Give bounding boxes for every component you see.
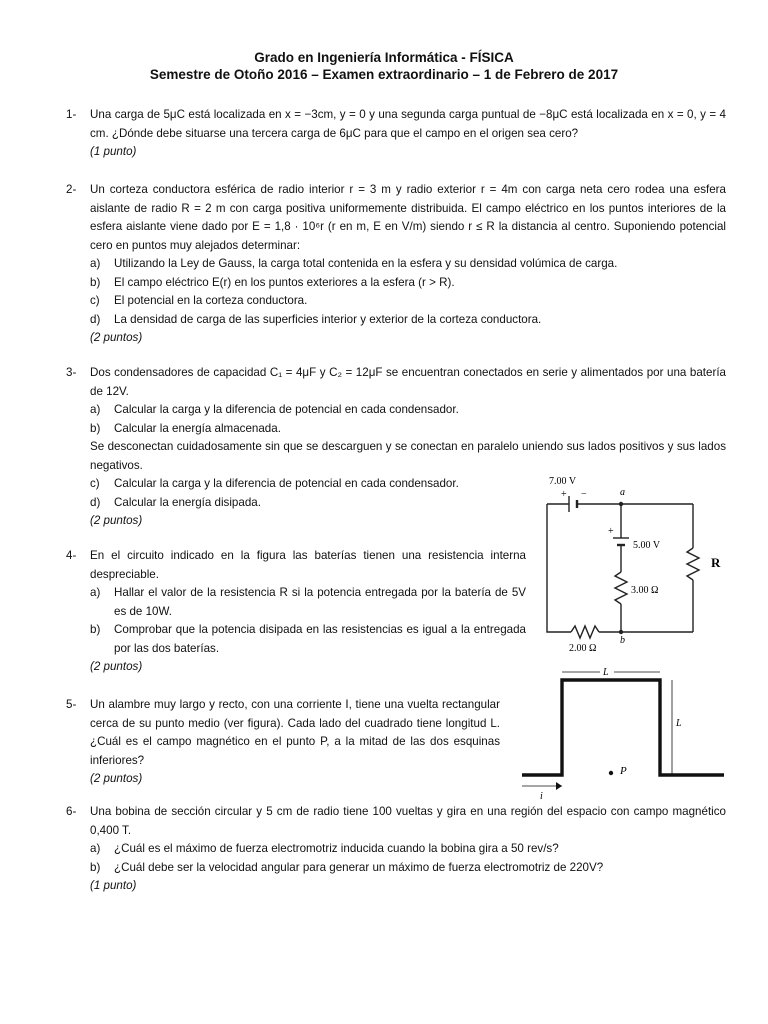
- resistor-R-label: R: [711, 555, 721, 570]
- sub-item-label: d): [90, 495, 101, 509]
- exam-title: Grado en Ingeniería Informática - FÍSICA: [254, 50, 514, 65]
- minus-sign: −: [581, 489, 587, 500]
- sub-item: [90, 621, 526, 658]
- question-points: (2 puntos): [90, 660, 143, 673]
- current-arrow-icon: [556, 782, 562, 790]
- resistor-R: [687, 548, 699, 580]
- sub-item: [90, 859, 726, 878]
- question-text: Una carga de 5μC está localizada en x = −3cm, y = 0 y una segunda carga puntual de −8μC está localizada en x = 0, y = 4 cm. ¿Dónde debe situarse una tercera carga de 6μC para que el campo en el origen sea cero?: [90, 108, 726, 140]
- sub-item: [90, 311, 726, 330]
- question-points: (2 puntos): [90, 514, 143, 527]
- question-text: Un alambre muy largo y recto, con una corriente I, tiene una vuelta rectangular cerca de su punto medio (ver figura). Cada lado del cuadrado tiene longitud L. ¿Cuál es el campo magnético en el punto P, a la mitad de las dos esquinas inferiores?: [90, 698, 500, 767]
- sub-item-label: d): [90, 312, 101, 326]
- question-number: 5-: [66, 698, 77, 711]
- question-text: Una bobina de sección circular y 5 cm de radio tiene 100 vueltas y gira en una región del espacio con campo magnético 0,400 T.: [90, 805, 726, 837]
- question-number: 1-: [66, 108, 77, 121]
- sub-item: [90, 840, 726, 859]
- sub-item-label: b): [90, 623, 101, 636]
- sub-item-text: Calcular la energía almacenada.: [114, 421, 281, 435]
- sub-item-text: ¿Cuál es el máximo de fuerza electromotriz inducida cuando la bobina gira a 50 rev/s?: [114, 842, 559, 855]
- sub-item: [90, 401, 726, 420]
- sub-item-label: b): [90, 860, 101, 874]
- question-4: [66, 547, 526, 677]
- resistor-2ohm: [571, 626, 599, 638]
- sub-item: [90, 420, 726, 439]
- sub-item: [90, 255, 726, 274]
- question-number: 3-: [66, 366, 77, 379]
- sub-item-label: b): [90, 275, 101, 289]
- exam-subtitle: Semestre de Otoño 2016 – Examen extraordinario – 1 de Febrero de 2017: [149, 67, 619, 82]
- question-5: [66, 696, 500, 789]
- sub-item-text: ¿Cuál debe ser la velocidad angular para generar un máximo de fuerza electromotriz de 220V?: [114, 860, 604, 874]
- circuit-diagram: [535, 472, 735, 657]
- sub-item-label: a): [90, 842, 101, 855]
- question-points: (2 puntos): [90, 772, 143, 785]
- question-number: 6-: [66, 805, 77, 818]
- sub-item: [90, 274, 726, 293]
- wire-loop-figure: [518, 662, 740, 802]
- question-text: Un corteza conductora esférica de radio interior r = 3 m y radio exterior r = 4m con carga neta cero rodea una esfera aislante de radio R = 2 m con carga positiva uniformemente distribuida. El campo eléctrico en los puntos interiores de la esfera aislante viene dado por E = 1,8 · 10⁶r (r en m, E en V/m) siendo r ≤ R la distancia al centro. Suponiendo potencial cero en puntos muy alejados determinar:: [90, 183, 726, 252]
- point-p-dot: [609, 771, 613, 775]
- sub-item: [90, 292, 726, 311]
- sub-item-label: a): [90, 586, 101, 599]
- question-text: Se desconectan cuidadosamente sin que se descarguen y se conectan en paralelo uniendo sus lados positivos y sus lados negativos.: [90, 440, 726, 472]
- battery-7v-label: 7.00 V: [549, 476, 577, 487]
- current-label: i: [540, 791, 543, 802]
- sub-item: [90, 494, 502, 513]
- question-2: [66, 181, 726, 348]
- sub-item: [90, 584, 526, 621]
- point-p-label: P: [620, 765, 627, 777]
- sub-item-text: El potencial en la corteza conductora.: [114, 294, 308, 307]
- node-a-dot: [619, 502, 623, 506]
- node-a-label: a: [620, 487, 625, 498]
- question-points: (1 punto): [90, 879, 137, 892]
- sub-item-label: c): [90, 294, 100, 307]
- node-b-dot: [619, 630, 623, 634]
- plus-sign: +: [561, 489, 567, 500]
- sub-item-label: a): [90, 403, 101, 416]
- sub-item-text: Calcular la energía disipada.: [114, 495, 261, 509]
- sub-item-text: Hallar el valor de la resistencia R si la potencia entregada por la batería de 5V es de 10W.: [114, 586, 526, 618]
- question-points: (2 puntos): [90, 331, 143, 344]
- length-label-top: L: [603, 667, 609, 678]
- question-points: (1 punto): [90, 145, 137, 158]
- question-number: 4-: [66, 549, 77, 562]
- question-text: Dos condensadores de capacidad C₁ = 4μF y C₂ = 12μF se encuentran conectados en serie y alimentados por una batería de 12V.: [90, 366, 726, 398]
- resistor-3ohm: [615, 572, 627, 604]
- battery-5v-label: 5.00 V: [633, 540, 661, 551]
- question-1: [66, 106, 726, 162]
- sub-item: [90, 475, 502, 494]
- question-6: [66, 803, 726, 896]
- sub-item-text: Calcular la carga y la diferencia de potencial en cada condensador.: [114, 403, 459, 416]
- sub-item-text: Calcular la carga y la diferencia de potencial en cada condensador.: [114, 477, 459, 490]
- node-b-label: b: [620, 635, 625, 646]
- sub-item-text: La densidad de carga de las superficies interior y exterior de la corteza conductora.: [114, 312, 542, 326]
- sub-item-text: El campo eléctrico E(r) en los puntos exteriores a la esfera (r > R).: [114, 275, 455, 289]
- sub-item-label: a): [90, 257, 101, 270]
- length-label-side: L: [676, 718, 682, 729]
- sub-item-text: Utilizando la Ley de Gauss, la carga total contenida en la esfera y su densidad volúmica de carga.: [114, 257, 618, 270]
- resistor-3ohm-label: 3.00 Ω: [631, 585, 659, 596]
- question-number: 2-: [66, 183, 77, 196]
- wire-loop: [522, 680, 724, 775]
- sub-item-label: c): [90, 477, 100, 490]
- resistor-2ohm-label: 2.00 Ω: [569, 643, 597, 654]
- sub-item-label: b): [90, 421, 101, 435]
- plus-sign: +: [608, 526, 614, 537]
- sub-item-text: Comprobar que la potencia disipada en las resistencias es igual a la entregada por las dos baterías.: [114, 623, 526, 655]
- question-text: En el circuito indicado en la figura las baterías tienen una resistencia interna despreciable.: [90, 549, 526, 581]
